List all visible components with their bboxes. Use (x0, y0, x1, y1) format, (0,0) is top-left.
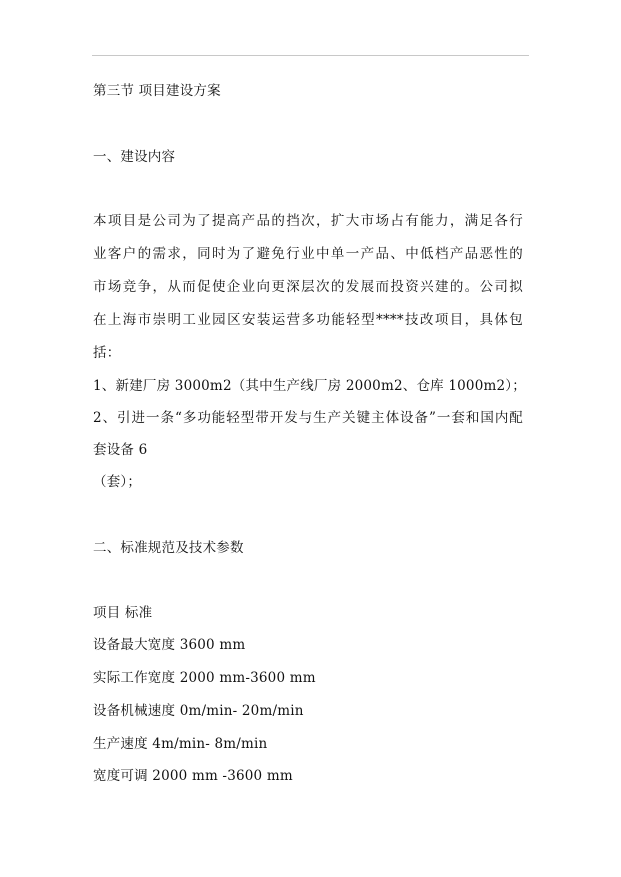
paragraph-line: 市场竞争，从而促使企业向更深层次的发展而投资兴建的。公司拟 (93, 279, 523, 295)
paragraph-line: 括： (93, 345, 121, 361)
part1-heading: 一、建设内容 (93, 149, 176, 165)
list-item-2-line: （套）； (93, 474, 142, 490)
list-item-1: 1、新建厂房 3000m2（其中生产线厂房 2000m2、仓库 1000m2）； (93, 378, 526, 394)
param-row: 生产速度 4m/min- 8m/min (93, 736, 268, 752)
section-title: 第三节 项目建设方案 (93, 83, 221, 99)
paragraph-line: 本项目是公司为了提高产品的挡次，扩大市场占有能力，满足各行 (93, 213, 523, 229)
param-row: 设备机械速度 0m/min- 20m/min (93, 703, 304, 719)
header-rule (92, 55, 529, 56)
param-row: 设备最大宽度 3600 mm (93, 637, 246, 653)
paragraph-line: 业客户的需求，同时为了避免行业中单一产品、中低档产品恶性的 (93, 246, 523, 262)
part2-heading: 二、标准规范及技术参数 (93, 540, 244, 556)
list-item-2-line: 2、引进一条“多功能轻型带开发与生产关键主体设备”一套和国内配 (93, 410, 523, 426)
param-row: 实际工作宽度 2000 mm-3600 mm (93, 670, 316, 686)
list-item-2-line: 套设备 6 (93, 442, 148, 458)
paragraph-line: 在上海市崇明工业园区安装运营多功能轻型****技改项目，具体包 (93, 312, 523, 328)
param-row: 宽度可调 2000 mm -3600 mm (93, 768, 293, 784)
params-header: 项目 标准 (93, 605, 153, 621)
